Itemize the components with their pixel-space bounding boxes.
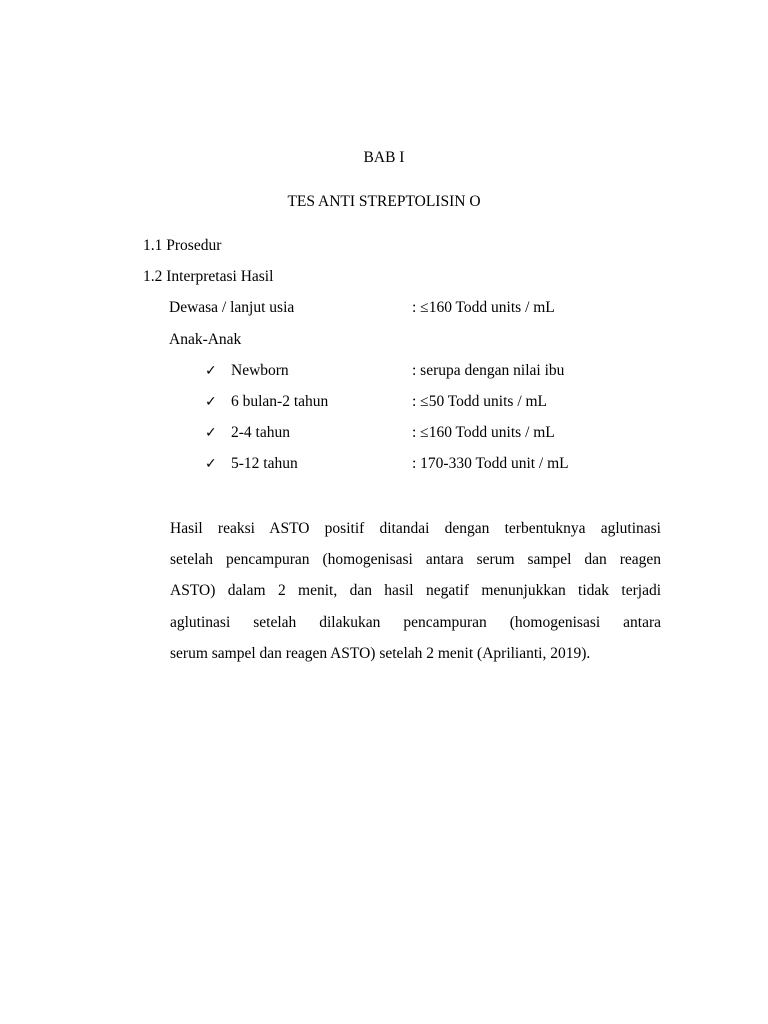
adult-label: Dewasa / lanjut usia: [169, 299, 295, 316]
paragraph-line: aglutinasi setelah dilakukan pencampuran (homogenisasi antara: [170, 613, 661, 631]
child-age-value: : ≤160 Todd units / mL: [412, 424, 555, 441]
adult-value: : ≤160 Todd units / mL: [412, 299, 555, 316]
check-icon: ✓: [205, 425, 217, 441]
chapter-heading: BAB I: [363, 149, 405, 166]
child-age-label: Newborn: [231, 362, 289, 379]
child-age-value: : serupa dengan nilai ibu: [412, 362, 565, 379]
child-age-value: : 170-330 Todd unit / mL: [412, 455, 569, 472]
paragraph-line: setelah pencampuran (homogenisasi antara serum sampel dan reagen: [170, 551, 661, 569]
paragraph-line: Hasil reaksi ASTO positif ditandai dengan terbentuknya aglutinasi: [170, 520, 661, 537]
section-heading-interpretasi: 1.2 Interpretasi Hasil: [143, 268, 274, 285]
child-age-label: 6 bulan-2 tahun: [231, 393, 329, 410]
check-icon: ✓: [205, 394, 217, 410]
document-title: TES ANTI STREPTOLISIN O: [287, 193, 481, 210]
check-icon: ✓: [205, 456, 217, 472]
paragraph-line: ASTO) dalam 2 menit, dan hasil negatif menunjukkan tidak terjadi: [170, 582, 661, 600]
paragraph-line: serum sampel dan reagen ASTO) setelah 2 menit (Aprilianti, 2019).: [170, 644, 591, 662]
child-age-label: 2-4 tahun: [231, 424, 290, 441]
child-age-label: 5-12 tahun: [231, 455, 298, 472]
child-age-value: : ≤50 Todd units / mL: [412, 393, 548, 410]
result-paragraph: [170, 513, 661, 669]
section-heading-prosedur: 1.1 Prosedur: [143, 237, 222, 254]
check-icon: ✓: [205, 363, 217, 379]
children-heading: Anak-Anak: [169, 331, 242, 348]
